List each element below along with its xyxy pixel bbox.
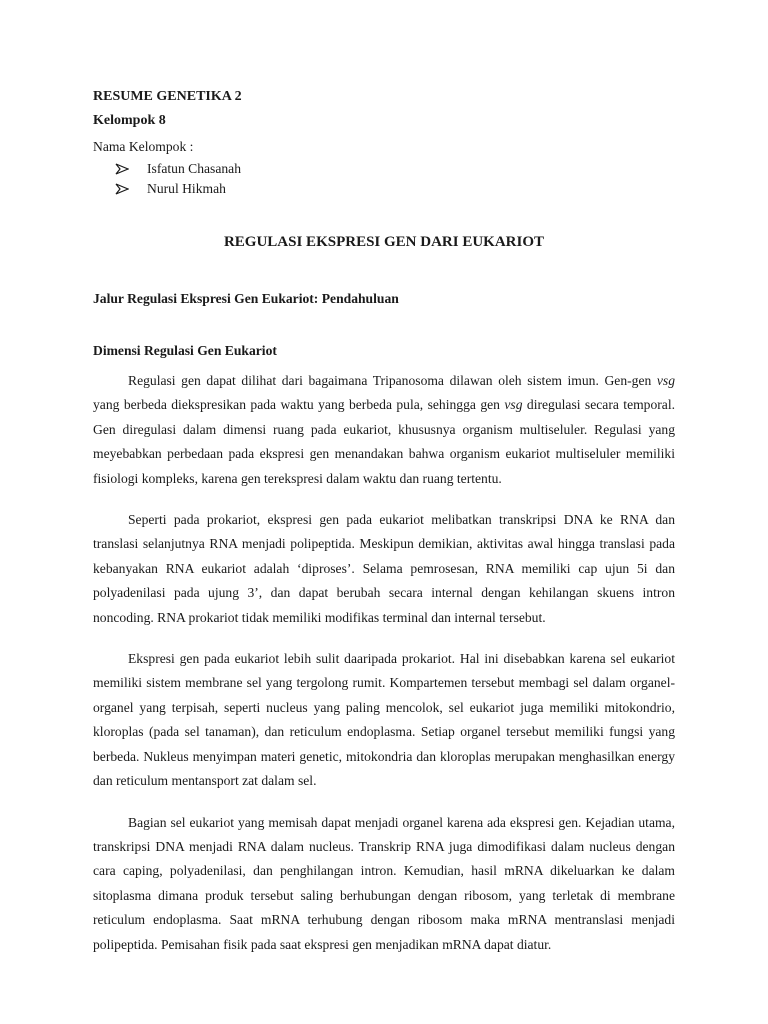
member-name: Isfatun Chasanah — [147, 161, 241, 176]
resume-title: RESUME GENETIKA 2 — [93, 89, 242, 104]
document-content — [93, 86, 676, 952]
members-list — [93, 159, 675, 199]
subsection-heading: Dimensi Regulasi Gen Eukariot — [93, 343, 277, 358]
document-title: REGULASI EKSPRESI GEN DARI EUKARIOT — [223, 234, 545, 250]
paragraph-3: Ekspresi gen pada eukariot lebih sulit daaripada prokariot. Hal ini disebabkan karena sel eukariot memiliki sistem membrane sel yang tergolong rumit. Kompartemen tersebut membagi sel dalam organel-organel yang terpisah, seperti nucleus yang paling mencolok, sel eukariot juga memiliki mitokondrio, kloroplas (pada sel tanaman), dan reticulum endoplasma. Setiap organel tersebut memiliki fungsi yang berbeda. Nukleus menyimpan materi genetic, mitokondria dan kloroplas merupakan menghasilkan energy dan reticulum mentansport zat dalam sel. — [93, 651, 675, 789]
member-name: Nurul Hikmah — [147, 181, 226, 196]
members-label: Nama Kelompok : — [93, 139, 194, 154]
body-text — [93, 369, 675, 1006]
list-item — [115, 179, 675, 199]
paragraph-2: Seperti pada prokariot, ekspresi gen pada eukariot melibatkan transkripsi DNA ke RNA dan translasi selanjutnya RNA menjadi polipeptida. Meskipun demikian, aktivitas awal hingga translasi pada kebanyakan RNA eukariot adalah ‘diproses’. Selama pemrosesan, RNA memiliki cap ujun 5i dan polyadenilasi pada ujung 3’, dan dapat berubah secara internal dengan kehilangan skuens intron noncoding. RNA prokariot tidak memiliki modifikas terminal dan internal tersebut. — [93, 512, 675, 625]
group-number: Kelompok 8 — [93, 113, 166, 128]
list-item — [115, 159, 675, 179]
paragraph-1: Regulasi gen dapat dilihat dari bagaimana Tripanosoma dilawan oleh sistem imun. Gen-gen vsg yang berbeda diekspresikan pada waktu yang berbeda pula, sehingga gen vsg diregulasi secara temporal. Gen diregulasi dalam dimensi ruang pada eukariot, khususnya organism multiseluler. Regulasi yang meyebabkan perbedaan pada ekspresi gen menandakan bahwa organism eukariot multiseluler memiliki fisiologi kompleks, karena gen terekspresi dalam waktu dan ruang tertentu. — [93, 373, 676, 486]
arrow-bullet-icon — [115, 163, 129, 175]
arrow-bullet-icon — [115, 183, 129, 195]
paragraph-4: Bagian sel eukariot yang memisah dapat menjadi organel karena ada ekspresi gen. Kejadian utama, transkripsi DNA menjadi RNA dalam nucleus. Transkrip RNA juga dimodifikasi dalam nucleus dengan cara caping, polyadenilasi, dan penghilangan intron. Kemudian, hasil mRNA dikeluarkan ke dalam sitoplasma dimana produk tersebut saling berhubungan dengan ribosom, yang terletak di membrane reticulum endoplasma. Saat mRNA terhubung dengan ribosom maka mRNA mentranslasi menjadi polipeptida. Pemisahan fisik pada saat ekspresi gen menjadikan mRNA dapat diatur. — [93, 814, 675, 952]
section-heading: Jalur Regulasi Ekspresi Gen Eukariot: Pendahuluan — [93, 291, 399, 306]
